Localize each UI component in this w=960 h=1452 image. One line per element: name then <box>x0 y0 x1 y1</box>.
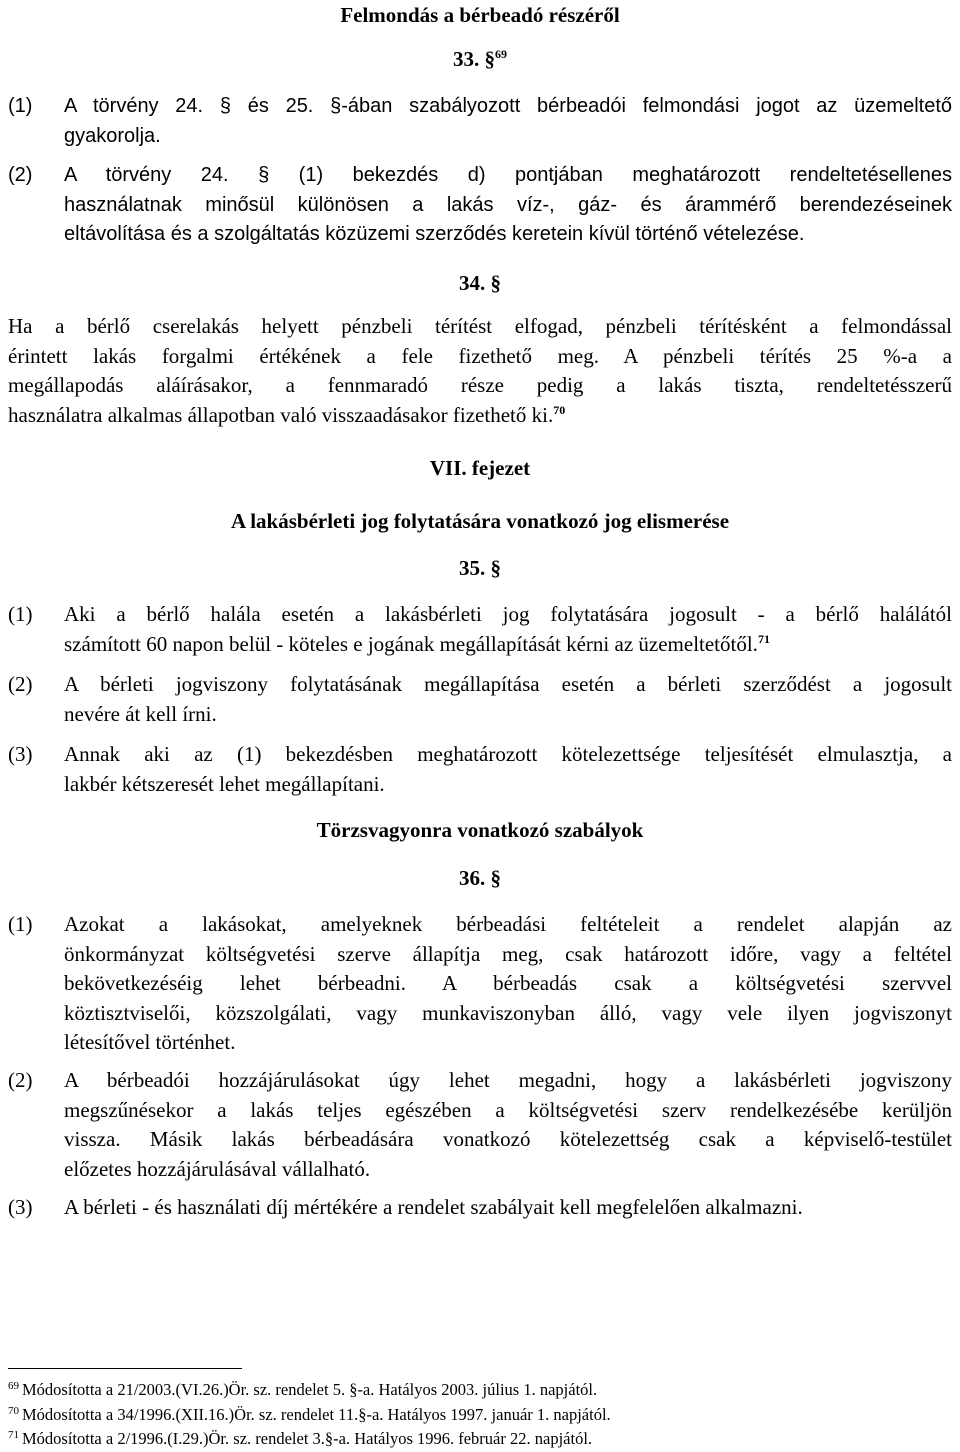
s34-paragraph <box>8 312 952 430</box>
s35-p2-number: (2) <box>8 672 33 696</box>
subsection-title: Törzsvagyonra vonatkozó szabályok <box>316 818 644 842</box>
section-34-heading: 34. § <box>459 271 501 295</box>
text-line: létesítővel történhet. <box>64 1030 236 1054</box>
s36-paragraph-2 <box>64 1066 952 1184</box>
text-line: érintett lakás forgalmi értékének a fele fizethető meg. A pénzbeli térítés 25 %-a a <box>8 343 952 368</box>
text-line: Ha a bérlő cserelakás helyett pénzbeli térítést elfogad, pénzbeli térítésként a felmondással <box>8 314 952 338</box>
section-36-heading: 36. § <box>459 866 501 890</box>
footnote-70: $^{70}$ Módosította a 34/1996.(XII.16.)Ör. sz. rendelet 11.§-a. Hatályos 1997. január 1. napjától. <box>8 1404 611 1424</box>
footnote-separator <box>8 1368 242 1369</box>
section-33-heading <box>0 44 960 74</box>
s35-paragraph-3 <box>64 740 952 799</box>
s35-p1-number: (1) <box>8 602 33 626</box>
text-line: megállapodás aláírásakor, a fennmaradó része pedig a lakás tiszta, rendeltetésszerű <box>8 373 952 397</box>
text-line: Azokat a lakásokat, amelyeknek bérbeadási feltételeit a rendelet alapján az <box>64 912 952 936</box>
text-line: A törvény 24. § (1) bekezdés d) pontjában meghatározott rendeltetésellenes <box>64 164 952 186</box>
footnote-ref-71: 71 <box>757 631 770 646</box>
text-line: köztisztviselői, közszolgálati, vagy munkaviszonyban álló, vagy vele ilyen jogviszonyt <box>64 1000 952 1025</box>
text-line: gyakorolja. <box>64 124 161 147</box>
s35-paragraph-2 <box>64 670 952 729</box>
footnote-71: $^{71}$ Módosította a 2/1996.(I.29.)Ör. sz. rendelet 3.§-a. Hatályos 1996. február 22. napjától. <box>8 1428 593 1448</box>
s35-paragraph-1 <box>64 600 952 659</box>
text-line: előzetes hozzájárulásával vállalható. <box>64 1156 371 1181</box>
text-line: A bérbeadói hozzájárulásokat úgy lehet megadni, hogy a lakásbérleti jogviszony <box>64 1068 952 1092</box>
text-line: bekövetkezéséig lehet bérbeadni. A bérbeadás csak a költségvetési szervvel <box>64 971 952 995</box>
s36-paragraph-1 <box>64 910 952 1058</box>
text-line: használatnak minősül különösen a lakás víz-, gáz- és árammérő berendezéseinek <box>64 193 952 216</box>
chapter-number: VII. fejezet <box>429 456 531 480</box>
s33-p1-number: (1) <box>8 95 33 117</box>
text-line: nevére át kell írni. <box>64 701 217 726</box>
footnote-ref-69: 69 <box>495 47 507 61</box>
s33-paragraph-1 <box>64 92 952 151</box>
text-line: Aki a bérlő halála esetén a lakásbérleti jog folytatására jogosult - a bérlő halálától <box>64 602 952 626</box>
s36-paragraph-3 <box>64 1193 952 1223</box>
s33-paragraph-2 <box>64 161 952 250</box>
s36-p1-number: (1) <box>8 912 33 936</box>
section-33-label: 33. § <box>453 47 495 71</box>
text-line: számított 60 napon belül - köteles e jogának megállapítását kérni az üzemeltetőtől.$^{71}$ <box>64 631 770 656</box>
chapter-title: A lakásbérleti jog folytatására vonatkozó jog elismerése <box>230 509 730 533</box>
text-line: A bérleti jogviszony folytatásának megállapítása esetén a bérleti szerződést a jogosult <box>64 672 952 696</box>
text-line: eltávolítása és a szolgáltatás közüzemi szerződés keretein kívül történő vételezése. <box>64 223 805 245</box>
footnote-69: $^{69}$ Módosította a 21/2003.(VI.26.)Ör. sz. rendelet 5. §-a. Hatályos 2003. július 1. napjától. <box>8 1379 598 1399</box>
section-35-heading: 35. § <box>459 556 501 580</box>
text-line: Annak aki az (1) bekezdésben meghatározott kötelezettsége teljesítését elmulasztja, a <box>64 742 952 766</box>
text-line: A bérleti - és használati díj mértékére a rendelet szabályait kell megfelelően alkalmazni. <box>64 1195 803 1219</box>
section-title: Felmondás a bérbeadó részéről <box>340 3 620 27</box>
text-line: lakbér kétszeresét lehet megállapítani. <box>64 771 385 796</box>
text-line: A törvény 24. § és 25. §-ában szabályozott bérbeadói felmondási jogot az üzemeltető <box>64 95 952 117</box>
footnote-ref-70: 70 <box>553 402 566 417</box>
text-line: önkormányzat költségvetési szerve állapítja meg, csak határozott időre, vagy a feltétel <box>64 941 952 966</box>
s35-p3-number: (3) <box>8 742 33 766</box>
s36-p3-number: (3) <box>8 1195 33 1219</box>
text-line: használatra alkalmas állapotban való visszaadásakor fizethető ki.$^{70}$ <box>8 402 566 427</box>
s36-p2-number: (2) <box>8 1068 33 1092</box>
text-line: vissza. Másik lakás bérbeadására vonatkozó kötelezettség csak a képviselő-testület <box>64 1127 952 1151</box>
text-line: megszűnésekor a lakás teljes egészében a költségvetési szerv rendelkezésébe kerüljön <box>64 1097 952 1122</box>
s33-p2-number: (2) <box>8 164 33 186</box>
